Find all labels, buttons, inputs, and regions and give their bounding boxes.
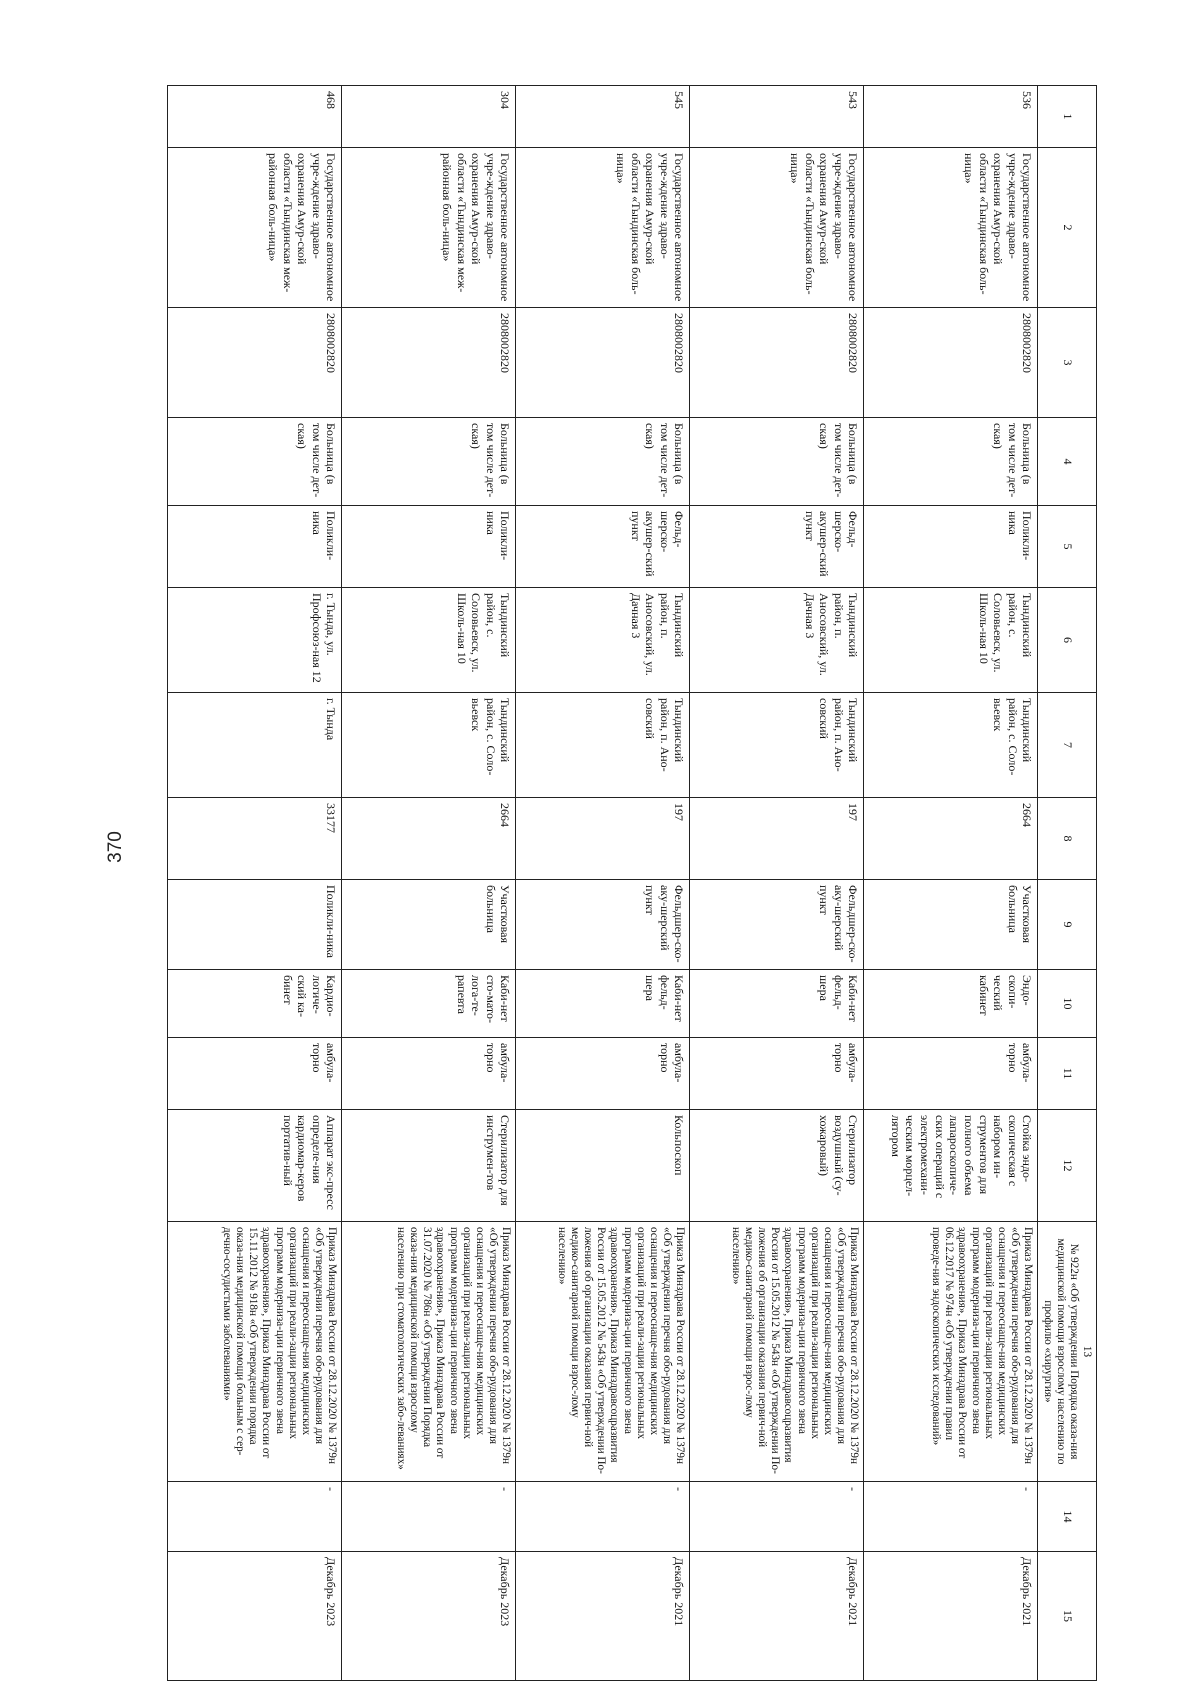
cell-inn: 2808002820 <box>690 308 864 418</box>
cell-unit: Фельд-шерско-акушер-ский пункт <box>690 506 864 588</box>
column-header: 7 <box>1038 693 1097 798</box>
column-header: 9 <box>1038 880 1097 970</box>
cell-organization: Государственное автономное учре-ждение здраво-охранения Амур-ской области «Тындинская меж-районная боль-ница» <box>168 148 342 308</box>
cell-unit: Поликли-ника <box>342 506 516 588</box>
cell-locality: Тындинский район, с. Соло-вьевск <box>864 693 1038 798</box>
equipment-table <box>168 85 1098 1681</box>
cell-mode: амбула-торно <box>342 1038 516 1110</box>
cell-locality: Тындинский район, п. Ано-совский <box>516 693 690 798</box>
cell-type: Больница (в том числе дет-ская) <box>516 418 690 506</box>
cell-facility: Поликли-ника <box>168 880 342 970</box>
cell-organization: Государственное автономное учре-ждение здраво-охранения Амур-ской области «Тындинская боль-ница» <box>690 148 864 308</box>
cell-regulation: Приказ Минздрава России от 28.12.2020 № 1379н «Об утверждении перечня обо-рудования для оснащения и переоснаще-ния медицинских организаций при реали-зации региональных программ модерниза-ции первичного звена здравоохранения», Приказ Минздравсоцразвития России от 15.05.2012 № 543н «Об утверждении По-ложения об организации оказания первич-ной медико-санитарной помощи взрос-лому населению» <box>690 1222 864 1482</box>
cell-equipment: Кольпоскоп <box>516 1110 690 1222</box>
cell-population: 2664 <box>864 798 1038 880</box>
cell-locality: Тындинский район, п. Ано-совский <box>690 693 864 798</box>
column-header: 4 <box>1038 418 1097 506</box>
cell-mode: амбула-торно <box>168 1038 342 1110</box>
cell-number: 304 <box>342 86 516 148</box>
cell-deadline: Декабрь 2021 <box>864 1552 1038 1681</box>
cell-col14: - <box>168 1482 342 1552</box>
cell-regulation: Приказ Минздрава России от 28.12.2020 № 1379н «Об утверждении перечня обо-рудования для оснащения и переоснаще-ния медицинских организаций при реали-зации региональных программ модерниза-ции первичного звена здравоохранения», Приказ Минздравсоцразвития России от 15.05.2012 № 543н «Об утверждении По-ложения об организации оказания первич-ной медико-санитарной помощи взрос-лому населению» <box>516 1222 690 1482</box>
cell-room: Каби-нет сто-мато-лога-те-рапевта <box>342 970 516 1038</box>
table-row <box>168 86 342 1681</box>
column-header: 8 <box>1038 798 1097 880</box>
column-header: 10 <box>1038 970 1097 1038</box>
cell-type: Больница (в том числе дет-ская) <box>342 418 516 506</box>
cell-organization: Государственное автономное учре-ждение здраво-охранения Амур-ской области «Тындинская боль-ница» <box>516 148 690 308</box>
column-header: 5 <box>1038 506 1097 588</box>
cell-population: 197 <box>516 798 690 880</box>
column-number-13: 13 <box>1081 1345 1093 1358</box>
cell-facility: Фельдшер-ско-аку-шерский пункт <box>690 880 864 970</box>
column-header: 12 <box>1038 1110 1097 1222</box>
cell-locality: г. Тында <box>168 693 342 798</box>
cell-equipment: Стерилизатор воздушный (су-хожаровый) <box>690 1110 864 1222</box>
table-row <box>516 86 690 1681</box>
cell-type: Больница (в том числе дет-ская) <box>690 418 864 506</box>
cell-deadline: Декабрь 2023 <box>168 1552 342 1681</box>
cell-room: Кардио-логиче-ский ка-бинет <box>168 970 342 1038</box>
table-row <box>342 86 516 1681</box>
rotated-table-container <box>187 85 1097 1627</box>
cell-deadline: Декабрь 2021 <box>690 1552 864 1681</box>
cell-room: Каби-нет фельд-шера <box>690 970 864 1038</box>
cell-regulation: Приказ Минздрава России от 28.12.2020 № 1379н «Об утверждении перечня обо-рудования для оснащения и переоснаще-ния медицинских организаций при реали-зации региональных программ модерниза-ции первичного звена здравоохранения», Приказ Минздрава России от 15.11.2012 № 918н «Об утверждении порядка оказа-ния медицинской помощи больным с сер-дечно-сосудистыми заболеваниями» <box>168 1222 342 1482</box>
cell-locality: Тындинский район, с. Соло-вьевск <box>342 693 516 798</box>
cell-unit: Поликли-ника <box>864 506 1038 588</box>
cell-col14: - <box>516 1482 690 1552</box>
cell-inn: 2808002820 <box>168 308 342 418</box>
column-header: 15 <box>1038 1552 1097 1681</box>
cell-organization: Государственное автономное учре-ждение здраво-охранения Амур-ской области «Тындинская меж-районная боль-ница» <box>342 148 516 308</box>
table-row <box>690 86 864 1681</box>
cell-number: 468 <box>168 86 342 148</box>
column-header: 11 <box>1038 1038 1097 1110</box>
cell-deadline: Декабрь 2021 <box>516 1552 690 1681</box>
cell-mode: амбула-торно <box>516 1038 690 1110</box>
cell-population: 197 <box>690 798 864 880</box>
cell-unit: Фельд-шерско-акушер-ский пункт <box>516 506 690 588</box>
column-header: 2 <box>1038 148 1097 308</box>
cell-population: 33177 <box>168 798 342 880</box>
cell-number: 536 <box>864 86 1038 148</box>
cell-mode: амбула-торно <box>690 1038 864 1110</box>
cell-inn: 2808002820 <box>342 308 516 418</box>
cell-equipment: Стерилизатор для инструмен-тов <box>342 1110 516 1222</box>
continuation-text: № 922н «Об утверждении Порядка оказа-ния медицинской помощи взрослому населению по профилю «хирургия» <box>1042 1238 1081 1465</box>
cell-room: Эндо-скопи-ческий кабинет <box>864 970 1038 1038</box>
cell-equipment: Стойка эндо-скопическая с набором ин-струментов для полного объема лапароскопиче-ских операций с электромехани-ческим морцел-лятором <box>864 1110 1038 1222</box>
cell-facility: Участковая больница <box>342 880 516 970</box>
cell-unit: Поликли-ника <box>168 506 342 588</box>
cell-address: Тындинский район, п. Аносовский, ул. Дачная 3 <box>516 588 690 693</box>
cell-address: Тындинский район, с. Соловьевск, ул. Школь-ная 10 <box>864 588 1038 693</box>
cell-facility: Участковая больница <box>864 880 1038 970</box>
cell-address: Тындинский район, с. Соловьевск, ул. Школь-ная 10 <box>342 588 516 693</box>
column-header: 6 <box>1038 588 1097 693</box>
page-number: 370 <box>105 831 126 863</box>
cell-regulation: Приказ Минздрава России от 28.12.2020 № 1379н «Об утверждении перечня обо-рудования для оснащения и переоснаще-ния медицинских организаций при реали-зации региональных программ модерниза-ции первичного звена здравоохранения», Приказ Минздрава России от 31.07.2020 № 786н «Об утверждении Порядка оказа-ния медицинской помощи взрослому населению при стоматологических забо-леваниях» <box>342 1222 516 1482</box>
cell-col14: - <box>690 1482 864 1552</box>
cell-mode: амбула-торно <box>864 1038 1038 1110</box>
cell-inn: 2808002820 <box>864 308 1038 418</box>
cell-col14: - <box>864 1482 1038 1552</box>
column-header: 3 <box>1038 308 1097 418</box>
cell-address: Тындинский район, п. Аносовский, ул. Дачная 3 <box>690 588 864 693</box>
column-header: 1 <box>1038 86 1097 148</box>
column-header-continuation <box>1038 1222 1097 1482</box>
column-header: 14 <box>1038 1482 1097 1552</box>
cell-population: 2664 <box>342 798 516 880</box>
cell-col14: - <box>342 1482 516 1552</box>
cell-number: 543 <box>690 86 864 148</box>
cell-organization: Государственное автономное учре-ждение здраво-охранения Амур-ской области «Тындинская боль-ница» <box>864 148 1038 308</box>
cell-deadline: Декабрь 2023 <box>342 1552 516 1681</box>
cell-inn: 2808002820 <box>516 308 690 418</box>
cell-room: Каби-нет фельд-шера <box>516 970 690 1038</box>
cell-address: г. Тында, ул. Профсоюз-ная 12 <box>168 588 342 693</box>
cell-type: Больница (в том числе дет-ская) <box>864 418 1038 506</box>
cell-number: 545 <box>516 86 690 148</box>
cell-type: Больница (в том числе дет-ская) <box>168 418 342 506</box>
cell-equipment: Аппарат экс-пресс определе-ния кардиомар-керов портатив-ный <box>168 1110 342 1222</box>
header-row <box>1038 86 1097 1681</box>
cell-regulation: Приказ Минздрава России от 28.12.2020 № 1379н «Об утверждении перечня обо-рудования для оснащения и переоснаще-ния медицинских организаций при реали-зации региональных программ модерниза-ции первичного звена здравоохранения», Приказ Минздрава России от 06.12.2017 № 974н «Об утверждении правил проведе-ния эндоскопических исследований» <box>864 1222 1038 1482</box>
cell-facility: Фельдшер-ско-аку-шерский пункт <box>516 880 690 970</box>
table-row <box>864 86 1038 1681</box>
